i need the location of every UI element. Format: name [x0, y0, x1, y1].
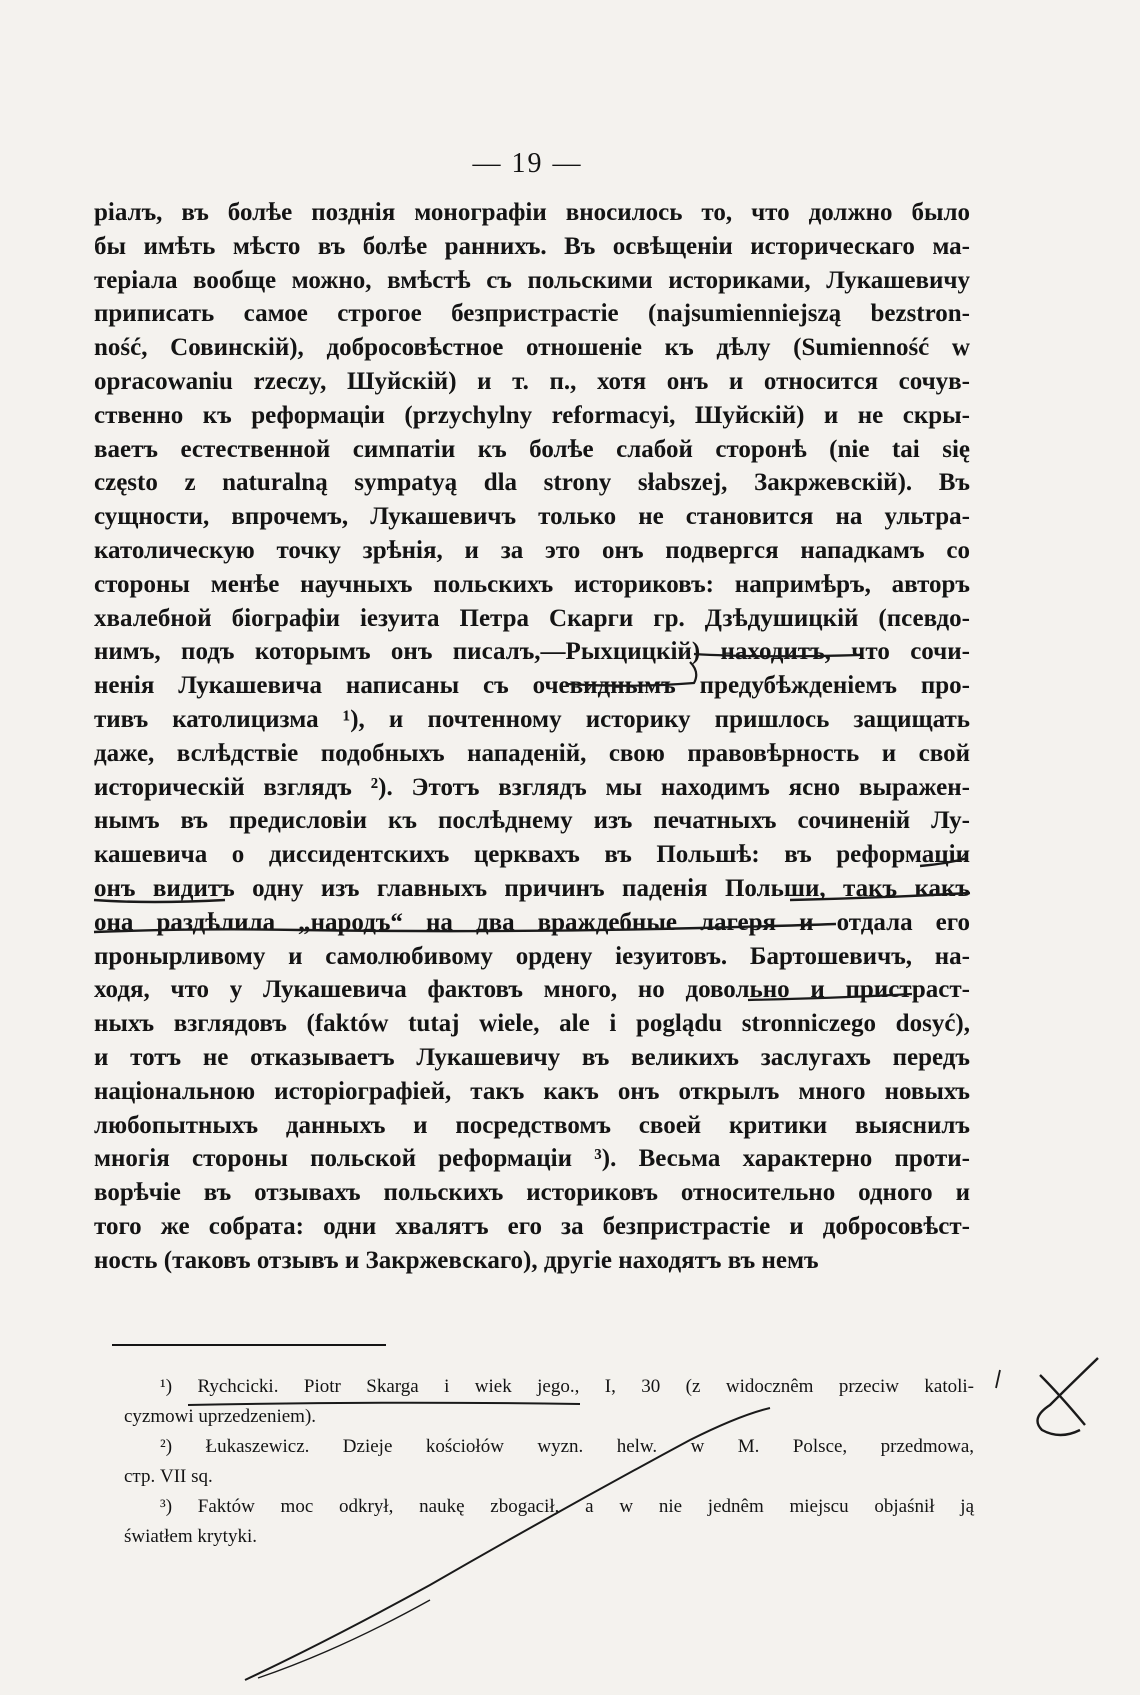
footnote-2-continued: стр. VII sq. — [124, 1466, 213, 1487]
text-line: ворѣчіе въ отзывахъ польскихъ историковъ относительно одного и — [94, 1179, 970, 1207]
text-line: ность (таковъ отзывъ и Закржевскаго), другіе находятъ въ немъ — [94, 1246, 819, 1274]
text-line: ność, Совинскій), добросовѣстное отношеніе къ дѣлу (Sumienność w — [94, 334, 970, 362]
main-text — [94, 196, 970, 1278]
footnote-1: ¹) Rychcicki. Piotr Skarga i wiek jego., I, 30 (z widocznêm przeciw katoli- — [160, 1376, 974, 1397]
text-line: ходя, что у Лукашевича фактовъ много, но довольно и пристраст- — [94, 976, 970, 1004]
footnote-3: ³) Faktów moc odkrył, naukę zbogacił, a w nie jednêm miejscu objaśnił ją — [160, 1496, 974, 1517]
cross-mark — [1038, 1358, 1099, 1435]
footnotes — [124, 1372, 974, 1552]
text-line: кашевича о диссидентскихъ церквахъ въ Польшѣ: въ реформаціи — [94, 841, 970, 869]
footnote-2: ²) Łukaszewicz. Dzieje kościołów wyzn. helw. w M. Polsce, przedmowa, — [160, 1436, 974, 1457]
text-line: любопытныхъ данныхъ и посредствомъ своей критики выяснилъ — [94, 1111, 970, 1139]
footnote-separator — [112, 1344, 386, 1346]
text-line: стороны менѣе научныхъ польскихъ историковъ: напримѣръ, авторъ — [94, 570, 970, 598]
text-line: даже, вслѣдствіе подобныхъ нападеній, свою правовѣрность и свой — [94, 739, 970, 767]
tick-mark — [996, 1370, 1000, 1388]
text-line: хвалебной біографіи іезуита Петра Скарги гр. Дзѣдушицкій (псевдо- — [94, 604, 970, 632]
text-line: często z naturalną sympatyą dla strony słabszej, Закржевскій). Въ — [94, 469, 970, 497]
footnote-3-continued: światłem krytyki. — [124, 1526, 257, 1547]
text-line: ваетъ естественной симпатіи къ болѣе слабой сторонѣ (nie tai się — [94, 435, 970, 463]
text-line: бы имѣть мѣсто въ болѣе раннихъ. Въ освѣщеніи историческаго ма- — [94, 232, 970, 260]
text-line: многія стороны польской реформаціи ³). Весьма характерно проти- — [94, 1145, 970, 1173]
text-line: того же собрата: одни хвалятъ его за безпристрастіе и добросовѣст- — [94, 1212, 970, 1240]
text-line: она раздѣлила „народъ“ на два враждебные лагеря и отдала его — [94, 908, 970, 936]
text-line: нимъ, подъ которымъ онъ писалъ,—Рыхцицкій) находитъ, что сочи- — [94, 638, 970, 666]
text-line: ненія Лукашевича написаны съ очевиднымъ предубѣжденіемъ про- — [94, 672, 970, 700]
text-line: opracowaniu rzeczy, Шуйскій) и т. п., хотя онъ и относится сочув- — [94, 367, 970, 395]
text-line: ныхъ взглядовъ (faktów tutaj wiele, ale i poglądu stronniczego dosyć), — [94, 1010, 970, 1038]
page-number: — 19 — — [472, 148, 583, 179]
text-line: тивъ католицизма ¹), и почтенному историку пришлось защищать — [94, 705, 970, 733]
text-line: пронырливому и самолюбивому ордену іезуитовъ. Бартошевичъ, на- — [94, 942, 970, 970]
text-line: ріалъ, въ болѣе позднія монографіи вносилось то, что должно было — [94, 199, 970, 226]
text-line: теріала вообще можно, вмѣстѣ съ польскими историками, Лукашевичу — [94, 266, 970, 294]
text-line: ственно къ реформаціи (przychylny reformacyi, Шуйскій) и не скры- — [94, 401, 970, 429]
text-line: сущности, впрочемъ, Лукашевичъ только не становится на ультра- — [94, 503, 970, 531]
text-line: національною исторіографіей, такъ какъ онъ открылъ много новыхъ — [94, 1077, 970, 1105]
text-line: онъ видитъ одну изъ главныхъ причинъ паденія Польши, такъ какъ — [94, 874, 970, 902]
diagonal-pen-stroke-2 — [258, 1600, 430, 1678]
text-line: историческій взглядъ ²). Этотъ взглядъ мы находимъ ясно выражен- — [94, 773, 970, 801]
footnote-1-continued: cyzmowi uprzedzeniem). — [124, 1406, 317, 1427]
text-line: и тотъ не отказываетъ Лукашевичу въ великихъ заслугахъ передъ — [94, 1043, 970, 1071]
text-line: нымъ въ предисловіи къ послѣднему изъ печатныхъ сочиненій Лу- — [94, 807, 970, 835]
text-line: католическую точку зрѣнія, и за это онъ подвергся нападкамъ со — [94, 536, 970, 564]
text-line: приписать самое строгое безпристрастіе (najsumienniejszą bezstron- — [94, 300, 970, 328]
